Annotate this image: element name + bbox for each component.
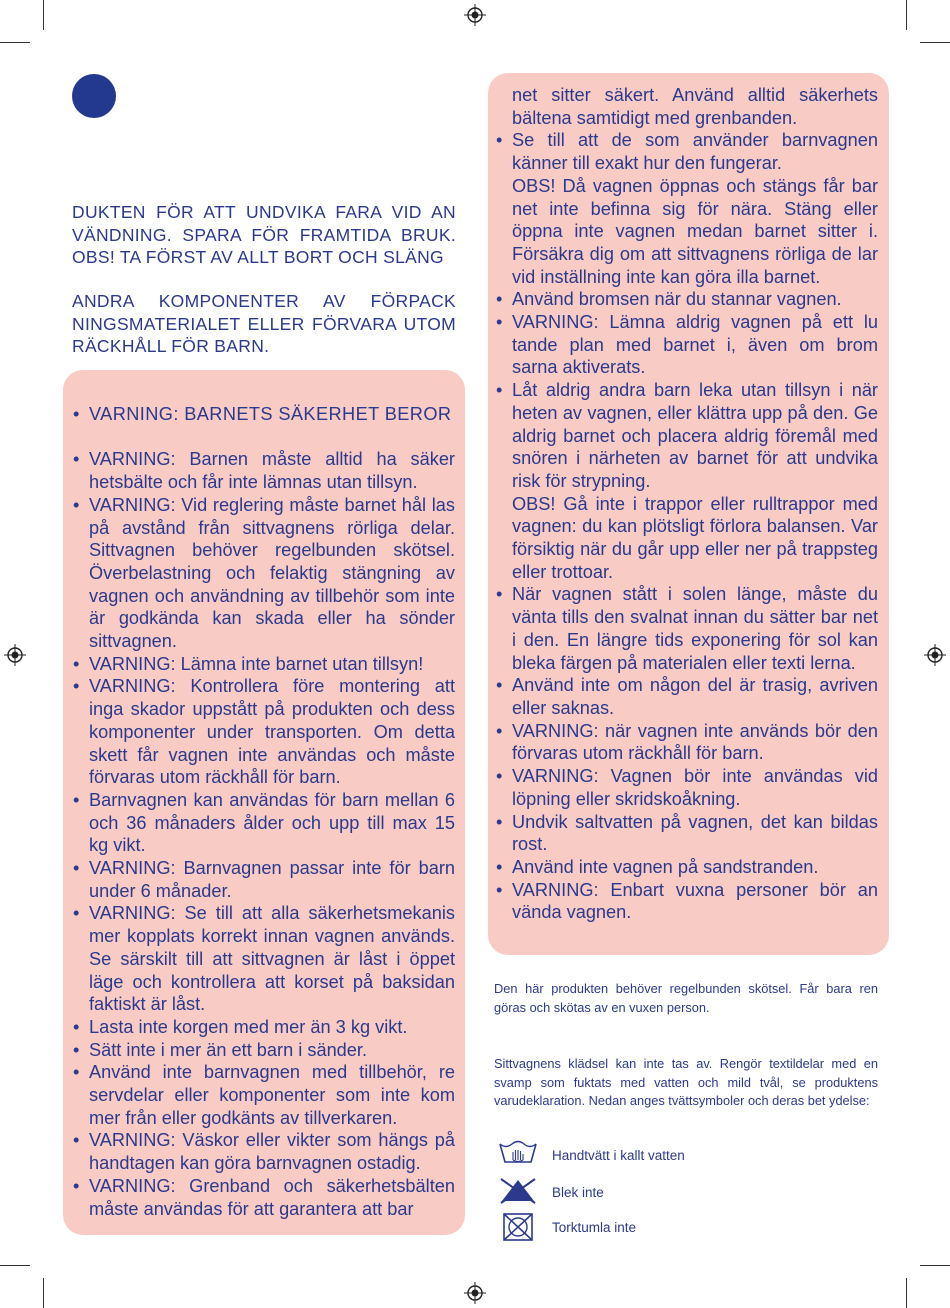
list-item: • VARNING: Lämna aldrig vagnen på ett lu tande plan med barnet i, även om brom sarna aktiverats. (494, 311, 878, 379)
list-item: • Använd inte barnvagnen med tillbehör, re servdelar eller komponenter som inte kom mer från eller godkänts av tillverkaren. (71, 1061, 455, 1129)
list-item-continuation: net sitter säkert. Använd alltid säkerhets bältena samtidigt med grenbanden. (512, 85, 878, 128)
intro-paragraph-1: DUKTEN FÖR ATT UNDVIKA FARA VID AN VÄNDNING. SPARA FÖR FRAMTIDA BRUK. OBS! TA FÖRST AV ALLT BORT OCH SLÄNG (72, 202, 456, 267)
list-item: • VARNING: Grenband och säkerhetsbälten måste användas för att garantera att bar (71, 1175, 455, 1220)
registration-mark-icon (464, 4, 486, 26)
care-paragraph-1: Den här produkten behöver regelbunden skötsel. Får bara ren göras och skötas av en vuxen person. (494, 981, 878, 1015)
list-item: • Använd bromsen när du stannar vagnen. (494, 288, 878, 311)
list-item: • Låt aldrig andra barn leka utan tillsyn i när heten av vagnen, eller klättra upp på den. Ge aldrig barnet och placera aldrig föremål med snören i närheten av barnet för att undvika risk för strypning. (494, 379, 878, 493)
intro-paragraph-2: ANDRA KOMPONENTER AV FÖRPACK NINGSMATERIALET ELLER FÖRVARA UTOM RÄCKHÅLL FÖR BARN. (72, 291, 456, 356)
language-dot (72, 74, 116, 118)
left-warning-panel (63, 370, 465, 1235)
list-item: • När vagnen stått i solen länge, måste du vänta tills den svalnat innan du sätter bar net i den. En längre tids exponering för sol kan bleka färgen på materialen eller texti lerna. (494, 583, 878, 674)
list-item: • VARNING: Lämna inte barnet utan tillsyn! (71, 653, 455, 676)
care-paragraph-2: Sittvagnens klädsel kan inte tas av. Rengör textildelar med en svamp som fuktats med vatten och mild tvål, se produktens varudeklaration. Nedan anges tvättsymboler och deras bet ydelse: (494, 1056, 878, 1109)
list-item: • Använd inte om någon del är trasig, avriven eller saknas. (494, 674, 878, 719)
do-not-bleach-icon (498, 1177, 538, 1205)
care-symbol-label: Blek inte (552, 1185, 604, 1200)
registration-mark-icon (4, 644, 26, 666)
note-text: OBS! Gå inte i trappor eller rulltrappor med vagnen: du kan plötsligt förlora balansen. Var försiktig när du går upp eller ner på trappsteg eller trottoar. (512, 493, 878, 582)
registration-mark-icon (464, 1282, 486, 1304)
list-item: • VARNING: Kontrollera före montering att inga skador uppstått på produkten och dess komponenter under transporten. Om detta skett får vagnen inte användas och måste förvaras utom räckhåll för barn. (71, 675, 455, 789)
crop-mark (906, 1278, 907, 1308)
crop-mark (0, 42, 30, 43)
list-item: • VARNING: Se till att alla säkerhetsmekanis mer kopplats korrekt innan vagnen används. Se särskilt till att sittvagnen är låst i öppet läge och kontrollera att korset på baksidan faktiskt är låst. (71, 902, 455, 1016)
list-item: • Lasta inte korgen med mer än 3 kg vikt. (71, 1016, 455, 1039)
note-text: OBS! Då vagnen öppnas och stängs får bar net inte befinna sig för nära. Stäng eller öppna inte vagnen medan barnet sitter i. Försäkra dig om att sittvagnens rörliga de lar vid inställning inte kan göra illa barnet. (512, 175, 878, 287)
list-item: • VARNING: Vagnen bör inte användas vid löpning eller skridskoåkning. (494, 765, 878, 810)
crop-mark (920, 1265, 950, 1266)
right-warning-panel (488, 73, 889, 955)
list-item: • Se till att de som använder barnvagnen känner till exakt hur den fungerar. (494, 129, 878, 174)
list-item: • VARNING: BARNETS SÄKERHET BEROR (71, 403, 455, 426)
hand-wash-cold-icon (498, 1140, 538, 1168)
list-item: • Sätt inte i mer än ett barn i sänder. (71, 1039, 455, 1062)
list-item: • Använd inte vagnen på sandstranden. (494, 856, 878, 879)
list-item: • Undvik saltvatten på vagnen, det kan bildas rost. (494, 811, 878, 856)
crop-mark (43, 0, 44, 30)
crop-mark (0, 1265, 30, 1266)
crop-mark (920, 42, 950, 43)
list-item: • VARNING: Enbart vuxna personer bör an vända vagnen. (494, 879, 878, 924)
registration-mark-icon (924, 644, 946, 666)
do-not-tumble-dry-icon (498, 1212, 538, 1242)
care-symbol-label: Handtvätt i kallt vatten (552, 1148, 685, 1163)
list-item: • Barnvagnen kan användas för barn mellan 6 och 36 månaders ålder och upp till max 15 kg vikt. (71, 789, 455, 857)
list-item: • VARNING: Vid reglering måste barnet hål las på avstånd från sittvagnens rörliga delar. Sittvagnen behöver regelbunden skötsel. Överbelastning och felaktig stängning av vagnen och användning av tillbehör som inte är godkända kan skada eller ha sönder sittvagnen. (71, 494, 455, 653)
list-item: • VARNING: Barnen måste alltid ha säker hetsbälte och får inte lämnas utan tillsyn. (71, 448, 455, 493)
crop-mark (43, 1278, 44, 1308)
list-item: • VARNING: Väskor eller vikter som hängs på handtagen kan göra barnvagnen ostadig. (71, 1129, 455, 1174)
list-item: • VARNING: när vagnen inte används bör den förvaras utom räckhåll för barn. (494, 720, 878, 765)
crop-mark (906, 0, 907, 30)
care-symbol-label: Torktumla inte (552, 1220, 637, 1235)
list-item: • VARNING: Barnvagnen passar inte för barn under 6 månader. (71, 857, 455, 902)
